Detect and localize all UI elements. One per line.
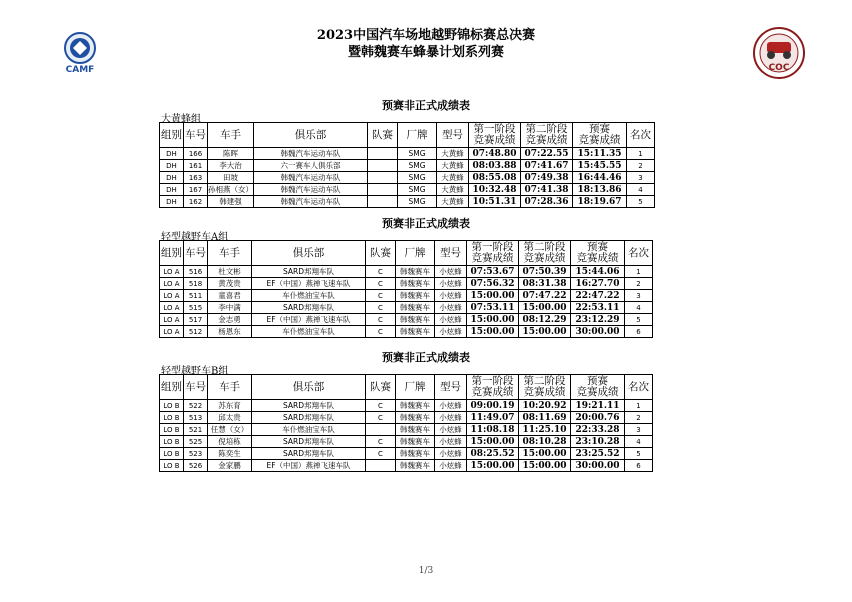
table-row xyxy=(160,278,653,290)
cell-brand: 韩魏赛车 xyxy=(396,266,435,278)
col-header-prelim xyxy=(571,375,625,400)
cell-car-no: 522 xyxy=(184,400,208,412)
cell-prelim-time: 19:21.11 xyxy=(571,400,625,412)
cell-group: DH xyxy=(160,148,184,160)
col-header-team: 队赛 xyxy=(366,375,396,400)
table-header-row xyxy=(160,375,653,400)
col-header-prelim-line1: 预赛 xyxy=(589,123,610,135)
camf-logo xyxy=(56,30,104,74)
col-header-car-no: 车号 xyxy=(184,375,208,400)
cell-rank: 1 xyxy=(625,266,653,278)
cell-club: 车仆燃油宝车队 xyxy=(252,326,366,338)
section-title: 预赛非正式成绩表 xyxy=(382,99,470,112)
cell-car-no: 512 xyxy=(184,326,208,338)
cell-group: DH xyxy=(160,184,184,196)
table-row xyxy=(160,302,653,314)
cell-team xyxy=(368,196,398,208)
cell-driver: 邱太贵 xyxy=(208,412,252,424)
cell-group: LO B xyxy=(160,460,184,472)
col-header-brand: 厂牌 xyxy=(396,375,435,400)
cell-car-no: 513 xyxy=(184,412,208,424)
col-header-team: 队赛 xyxy=(366,241,396,266)
col-header-group: 组别 xyxy=(160,123,184,148)
table-header-row xyxy=(160,123,655,148)
cell-car-no: 516 xyxy=(184,266,208,278)
cell-model: 小炫蜂 xyxy=(435,400,467,412)
cell-club: 韩魏汽车运动车队 xyxy=(254,148,368,160)
col-header-rank: 名次 xyxy=(625,241,653,266)
col-header-car-no: 车号 xyxy=(184,123,208,148)
cell-club: 韩魏汽车运动车队 xyxy=(254,172,368,184)
cell-driver: 李大治 xyxy=(208,160,254,172)
cell-club: SARD邦翔车队 xyxy=(252,302,366,314)
cell-driver: 任慧（女） xyxy=(208,424,252,436)
cell-prelim-time: 15:45.55 xyxy=(573,160,627,172)
cell-driver: 杨恩东 xyxy=(208,326,252,338)
col-header-car-no: 车号 xyxy=(184,241,208,266)
cell-model: 小炫蜂 xyxy=(435,412,467,424)
cell-team xyxy=(368,160,398,172)
cell-prelim-time: 23:10.28 xyxy=(571,436,625,448)
cell-rank: 2 xyxy=(625,278,653,290)
cell-stage2-time: 15:00.00 xyxy=(519,326,571,338)
cell-rank: 4 xyxy=(627,184,655,196)
cell-team: C xyxy=(366,436,396,448)
col-header-brand: 厂牌 xyxy=(398,123,437,148)
cell-model: 大黄蜂 xyxy=(437,172,469,184)
table-row xyxy=(160,314,653,326)
cell-stage1-time: 15:00.00 xyxy=(467,436,519,448)
cell-club: SARD邦翔车队 xyxy=(252,436,366,448)
col-header-stage1-line2: 竞赛成绩 xyxy=(471,252,514,264)
cell-stage1-time: 08:25.52 xyxy=(467,448,519,460)
cell-stage1-time: 15:00.00 xyxy=(467,314,519,326)
cell-stage1-time: 10:32.48 xyxy=(469,184,521,196)
table-row xyxy=(160,196,655,208)
col-header-driver: 车手 xyxy=(208,375,252,400)
coc-logo xyxy=(752,26,806,80)
table-row xyxy=(160,400,653,412)
table-row xyxy=(160,436,653,448)
cell-group: DH xyxy=(160,196,184,208)
cell-car-no: 517 xyxy=(184,314,208,326)
col-header-model: 型号 xyxy=(437,123,469,148)
cell-club: 车仆燃油宝车队 xyxy=(252,424,366,436)
cell-model: 小炫蜂 xyxy=(435,436,467,448)
cell-rank: 3 xyxy=(625,424,653,436)
cell-car-no: 525 xyxy=(184,436,208,448)
col-header-stage2 xyxy=(521,123,573,148)
camf-logo-text: CAMF xyxy=(65,65,95,74)
cell-stage2-time: 07:41.38 xyxy=(521,184,573,196)
cell-rank: 2 xyxy=(625,412,653,424)
section-title: 预赛非正式成绩表 xyxy=(382,217,470,230)
cell-group: LO A xyxy=(160,314,184,326)
cell-brand: SMG xyxy=(398,172,437,184)
cell-stage2-time: 07:50.39 xyxy=(519,266,571,278)
cell-car-no: 167 xyxy=(184,184,208,196)
cell-model: 大黄蜂 xyxy=(437,160,469,172)
table-row xyxy=(160,448,653,460)
cell-club: SARD邦翔车队 xyxy=(252,448,366,460)
cell-team xyxy=(368,172,398,184)
table-row xyxy=(160,412,653,424)
cell-rank: 6 xyxy=(625,460,653,472)
cell-model: 小炫蜂 xyxy=(435,460,467,472)
cell-stage2-time: 15:00.00 xyxy=(519,448,571,460)
cell-driver: 金志勇 xyxy=(208,314,252,326)
cell-car-no: 518 xyxy=(184,278,208,290)
cell-club: 车仆燃油宝车队 xyxy=(252,290,366,302)
cell-group: LO B xyxy=(160,448,184,460)
document-subtitle: 暨韩魏赛车蜂暴计划系列赛 xyxy=(347,45,504,60)
cell-stage1-time: 15:00.00 xyxy=(467,326,519,338)
cell-stage2-time: 07:28.36 xyxy=(521,196,573,208)
cell-prelim-time: 23:12.29 xyxy=(571,314,625,326)
cell-car-no: 523 xyxy=(184,448,208,460)
cell-model: 大黄蜂 xyxy=(437,196,469,208)
col-header-prelim-line2: 竞赛成绩 xyxy=(576,386,619,398)
cell-stage2-time: 07:22.55 xyxy=(521,148,573,160)
col-header-stage1-line1: 第一阶段 xyxy=(471,241,514,253)
cell-brand: SMG xyxy=(398,184,437,196)
col-header-prelim xyxy=(571,241,625,266)
col-header-stage2-line1: 第二阶段 xyxy=(523,241,566,253)
col-header-rank: 名次 xyxy=(627,123,655,148)
table-row xyxy=(160,160,655,172)
cell-club: 韩魏汽车运动车队 xyxy=(254,184,368,196)
cell-model: 小炫蜂 xyxy=(435,302,467,314)
page-number: 1/3 xyxy=(418,566,434,576)
cell-prelim-time: 15:44.06 xyxy=(571,266,625,278)
cell-driver: 韩建强 xyxy=(208,196,254,208)
cell-stage2-time: 08:10.28 xyxy=(519,436,571,448)
table-row xyxy=(160,424,653,436)
cell-team: C xyxy=(366,266,396,278)
cell-brand: 韩魏赛车 xyxy=(396,412,435,424)
col-header-prelim-line1: 预赛 xyxy=(587,375,608,387)
col-header-prelim-line2: 竞赛成绩 xyxy=(578,134,621,146)
cell-prelim-time: 23:25.52 xyxy=(571,448,625,460)
cell-model: 小炫蜂 xyxy=(435,314,467,326)
col-header-driver: 车手 xyxy=(208,241,252,266)
col-header-rank: 名次 xyxy=(625,375,653,400)
cell-stage2-time: 15:00.00 xyxy=(519,302,571,314)
col-header-stage1-line2: 竞赛成绩 xyxy=(471,386,514,398)
cell-brand: SMG xyxy=(398,196,437,208)
col-header-stage2-line2: 竞赛成绩 xyxy=(523,386,566,398)
col-header-stage1-line1: 第一阶段 xyxy=(471,375,514,387)
cell-club: EF（中国）燕禅飞速车队 xyxy=(252,314,366,326)
col-header-stage1 xyxy=(467,241,519,266)
cell-club: EF（中国）燕禅飞速车队 xyxy=(252,278,366,290)
cell-car-no: 162 xyxy=(184,196,208,208)
cell-group: LO B xyxy=(160,400,184,412)
cell-team xyxy=(366,424,396,436)
col-header-club: 俱乐部 xyxy=(252,241,366,266)
cell-team: C xyxy=(366,290,396,302)
col-header-team: 队赛 xyxy=(368,123,398,148)
cell-team: C xyxy=(366,448,396,460)
table-row xyxy=(160,172,655,184)
cell-group: DH xyxy=(160,172,184,184)
cell-brand: 韩魏赛车 xyxy=(396,314,435,326)
col-header-stage2-line2: 竞赛成绩 xyxy=(525,134,568,146)
cell-model: 小炫蜂 xyxy=(435,278,467,290)
cell-driver: 陈奕生 xyxy=(208,448,252,460)
cell-stage2-time: 08:31.38 xyxy=(519,278,571,290)
cell-club: 六一赛车人俱乐部 xyxy=(254,160,368,172)
coc-logo-text: COC xyxy=(768,63,790,73)
cell-brand: 韩魏赛车 xyxy=(396,424,435,436)
cell-prelim-time: 15:11.35 xyxy=(573,148,627,160)
cell-stage2-time: 08:11.69 xyxy=(519,412,571,424)
cell-team: C xyxy=(366,302,396,314)
cell-brand: 韩魏赛车 xyxy=(396,400,435,412)
cell-group: LO B xyxy=(160,436,184,448)
cell-model: 大黄蜂 xyxy=(437,184,469,196)
cell-rank: 4 xyxy=(625,302,653,314)
col-header-model: 型号 xyxy=(435,375,467,400)
col-header-stage2-line1: 第二阶段 xyxy=(525,123,568,135)
col-header-club: 俱乐部 xyxy=(254,123,368,148)
cell-model: 小炫蜂 xyxy=(435,266,467,278)
col-header-stage1 xyxy=(467,375,519,400)
cell-model: 小炫蜂 xyxy=(435,424,467,436)
col-header-prelim-line1: 预赛 xyxy=(587,241,608,253)
table-row xyxy=(160,290,653,302)
cell-stage2-time: 07:47.22 xyxy=(519,290,571,302)
cell-brand: SMG xyxy=(398,160,437,172)
cell-stage1-time: 15:00.00 xyxy=(467,290,519,302)
cell-stage1-time: 07:48.80 xyxy=(469,148,521,160)
col-header-stage2-line1: 第二阶段 xyxy=(523,375,566,387)
cell-team xyxy=(368,148,398,160)
table-row xyxy=(160,326,653,338)
cell-brand: 韩魏赛车 xyxy=(396,326,435,338)
cell-club: SARD邦翔车队 xyxy=(252,266,366,278)
group-label: 轻型越野车B组 xyxy=(161,366,229,377)
col-header-group: 组别 xyxy=(160,241,184,266)
cell-rank: 3 xyxy=(627,172,655,184)
cell-club: 韩魏汽车运动车队 xyxy=(254,196,368,208)
cell-brand: 韩魏赛车 xyxy=(396,436,435,448)
cell-driver: 李中满 xyxy=(208,302,252,314)
col-header-model: 型号 xyxy=(435,241,467,266)
cell-stage1-time: 08:55.08 xyxy=(469,172,521,184)
cell-car-no: 511 xyxy=(184,290,208,302)
cell-driver: 倪培栋 xyxy=(208,436,252,448)
cell-stage1-time: 08:03.88 xyxy=(469,160,521,172)
cell-stage2-time: 08:12.29 xyxy=(519,314,571,326)
cell-club: SARD邦翔车队 xyxy=(252,400,366,412)
cell-stage1-time: 11:49.07 xyxy=(467,412,519,424)
cell-rank: 3 xyxy=(625,290,653,302)
cell-rank: 5 xyxy=(627,196,655,208)
cell-stage1-time: 07:56.32 xyxy=(467,278,519,290)
cell-car-no: 515 xyxy=(184,302,208,314)
cell-brand: 韩魏赛车 xyxy=(396,460,435,472)
cell-stage1-time: 15:00.00 xyxy=(467,460,519,472)
cell-driver: 童喜君 xyxy=(208,290,252,302)
cell-rank: 1 xyxy=(627,148,655,160)
table-row xyxy=(160,184,655,196)
col-header-brand: 厂牌 xyxy=(396,241,435,266)
cell-group: LO A xyxy=(160,290,184,302)
results-table xyxy=(159,374,653,472)
cell-stage1-time: 07:53.67 xyxy=(467,266,519,278)
cell-model: 小炫蜂 xyxy=(435,448,467,460)
cell-car-no: 521 xyxy=(184,424,208,436)
cell-stage2-time: 11:25.10 xyxy=(519,424,571,436)
cell-group: LO A xyxy=(160,326,184,338)
col-header-driver: 车手 xyxy=(208,123,254,148)
cell-rank: 6 xyxy=(625,326,653,338)
cell-prelim-time: 20:00.76 xyxy=(571,412,625,424)
cell-prelim-time: 16:27.70 xyxy=(571,278,625,290)
col-header-stage1 xyxy=(469,123,521,148)
cell-driver: 田坡 xyxy=(208,172,254,184)
cell-car-no: 526 xyxy=(184,460,208,472)
cell-team: C xyxy=(366,314,396,326)
col-header-prelim xyxy=(573,123,627,148)
cell-group: LO B xyxy=(160,412,184,424)
table-row xyxy=(160,460,653,472)
group-label: 轻型越野车A组 xyxy=(161,232,229,243)
cell-stage2-time: 10:20.92 xyxy=(519,400,571,412)
cell-rank: 1 xyxy=(625,400,653,412)
cell-car-no: 166 xyxy=(184,148,208,160)
col-header-stage2 xyxy=(519,241,571,266)
col-header-prelim-line2: 竞赛成绩 xyxy=(576,252,619,264)
col-header-group: 组别 xyxy=(160,375,184,400)
results-table xyxy=(159,240,653,338)
cell-group: LO A xyxy=(160,302,184,314)
cell-group: DH xyxy=(160,160,184,172)
document-title: 2023中国汽车场地越野锦标赛总决赛 xyxy=(316,28,536,43)
col-header-club: 俱乐部 xyxy=(252,375,366,400)
table-header-row xyxy=(160,241,653,266)
col-header-stage2 xyxy=(519,375,571,400)
cell-model: 小炫蜂 xyxy=(435,326,467,338)
cell-stage1-time: 09:00.19 xyxy=(467,400,519,412)
col-header-stage2-line2: 竞赛成绩 xyxy=(523,252,566,264)
cell-driver: 黄茂贵 xyxy=(208,278,252,290)
cell-prelim-time: 22:33.28 xyxy=(571,424,625,436)
cell-brand: 韩魏赛车 xyxy=(396,290,435,302)
cell-stage1-time: 10:51.31 xyxy=(469,196,521,208)
table-row xyxy=(160,266,653,278)
cell-prelim-time: 30:00.00 xyxy=(571,326,625,338)
cell-stage1-time: 11:08.18 xyxy=(467,424,519,436)
cell-driver: 陈晖 xyxy=(208,148,254,160)
group-label: 大黄蜂组 xyxy=(161,114,201,125)
cell-model: 小炫蜂 xyxy=(435,290,467,302)
cell-team: C xyxy=(366,400,396,412)
cell-driver: 孙相燕（女） xyxy=(208,184,253,194)
cell-brand: 韩魏赛车 xyxy=(396,278,435,290)
cell-prelim-time: 22:47.22 xyxy=(571,290,625,302)
cell-team xyxy=(368,184,398,196)
cell-driver: 杜文彬 xyxy=(208,266,252,278)
cell-club: SARD邦翔车队 xyxy=(252,412,366,424)
cell-rank: 5 xyxy=(625,448,653,460)
cell-model: 大黄蜂 xyxy=(437,148,469,160)
cell-prelim-time: 18:19.67 xyxy=(573,196,627,208)
cell-prelim-time: 16:44.46 xyxy=(573,172,627,184)
results-table xyxy=(159,122,655,208)
cell-team: C xyxy=(366,326,396,338)
cell-stage2-time: 07:49.38 xyxy=(521,172,573,184)
cell-stage2-time: 07:41.67 xyxy=(521,160,573,172)
cell-brand: 韩魏赛车 xyxy=(396,448,435,460)
table-row xyxy=(160,148,655,160)
cell-rank: 2 xyxy=(627,160,655,172)
cell-prelim-time: 30:00.00 xyxy=(571,460,625,472)
cell-prelim-time: 22:53.11 xyxy=(571,302,625,314)
cell-team xyxy=(366,460,396,472)
cell-team: C xyxy=(366,278,396,290)
cell-prelim-time: 18:13.86 xyxy=(573,184,627,196)
col-header-stage1-line2: 竞赛成绩 xyxy=(473,134,516,146)
cell-group: LO A xyxy=(160,266,184,278)
cell-group: LO B xyxy=(160,424,184,436)
cell-brand: 韩魏赛车 xyxy=(396,302,435,314)
cell-car-no: 161 xyxy=(184,160,208,172)
cell-stage1-time: 07:53.11 xyxy=(467,302,519,314)
cell-group: LO A xyxy=(160,278,184,290)
section-title: 预赛非正式成绩表 xyxy=(382,351,470,364)
cell-brand: SMG xyxy=(398,148,437,160)
cell-rank: 5 xyxy=(625,314,653,326)
cell-driver: 苏东育 xyxy=(208,400,252,412)
col-header-stage1-line1: 第一阶段 xyxy=(473,123,516,135)
cell-team: C xyxy=(366,412,396,424)
cell-stage2-time: 15:00.00 xyxy=(519,460,571,472)
cell-rank: 4 xyxy=(625,436,653,448)
cell-club: EF（中国）燕禅飞速车队 xyxy=(252,460,366,472)
cell-car-no: 163 xyxy=(184,172,208,184)
cell-driver: 金家鹏 xyxy=(208,460,252,472)
